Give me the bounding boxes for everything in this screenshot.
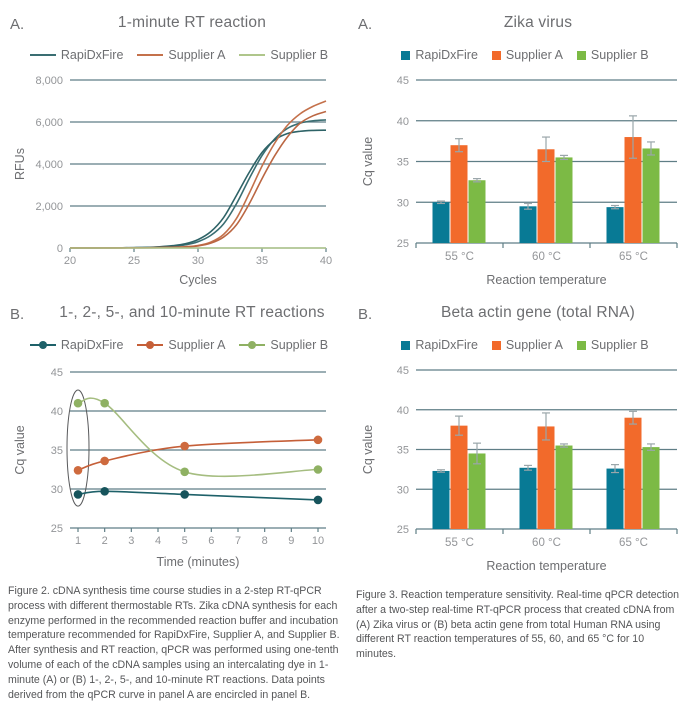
bar: [538, 149, 555, 243]
panel-a-rt-reaction: [8, 14, 350, 290]
amplification-line-chart: [8, 68, 344, 290]
data-point-marker: [74, 399, 83, 408]
legend-square-swatch: [401, 51, 410, 60]
y-tick-label: 8,000: [35, 75, 63, 87]
bar: [433, 471, 450, 529]
legend-line-dot-swatch: [30, 344, 56, 346]
y-tick-label: 45: [396, 75, 409, 87]
x-tick-label: 3: [128, 535, 135, 547]
legend-label: RapiDxFire: [60, 48, 124, 62]
y-tick-label: 4,000: [35, 159, 63, 171]
y-tick-label: 35: [396, 156, 409, 169]
y-tick-label: 45: [396, 365, 409, 377]
panel-letter: A.: [10, 16, 25, 33]
legend-label: Supplier B: [270, 48, 329, 62]
legend-item: [492, 48, 563, 62]
legend-item: [137, 48, 225, 62]
x-axis-title: Time (minutes): [156, 555, 240, 569]
panel-b-time-course: [8, 304, 350, 572]
x-axis-title: Cycles: [179, 273, 217, 287]
chart-legend: [8, 44, 350, 66]
bar: [607, 469, 624, 529]
x-axis-title: Reaction temperature: [486, 559, 607, 573]
series-line: [78, 398, 318, 476]
panel-letter: A.: [358, 16, 373, 33]
legend-item: [30, 338, 124, 352]
y-tick-label: 35: [396, 444, 409, 457]
x-tick-label: 9: [288, 535, 295, 547]
x-tick-label: 2: [101, 535, 108, 547]
bar: [520, 206, 537, 243]
legend-square-swatch: [577, 51, 586, 60]
legend-square-swatch: [492, 341, 501, 350]
legend-line-swatch: [239, 54, 265, 56]
x-tick-label: 4: [154, 535, 162, 547]
figure3-caption: Figure 3. Reaction temperature sensitivity. Real-time qPCR detection after a two-step real-time RT-qPCR process that created cDNA from (A) Zika virus or (B) beta actin gene from total Human RNA using different RT reaction temperatures of 55, 60, and 65 °C for 10 minutes.: [356, 589, 680, 661]
legend-label: Supplier A: [168, 48, 226, 62]
x-tick-label: 20: [63, 255, 77, 267]
legend-label: RapiDxFire: [60, 338, 124, 352]
legend-line-dot-swatch: [137, 344, 163, 346]
figure2-caption: Figure 2. cDNA synthesis time course studies in a 2-step RT-qPCR process with different thermostable RTs. Zika cDNA synthesis for each enzyme performed in the recommended reaction buffer and incubation temperature recommended for RapiDxFire, Supplier A, and Supplier B. After synthesis and RT reaction, qPCR was performed using one-tenth volume of each of the cDNA samples using an intercalating dye in 1-minute (A) or (B) 1-, 2-, 5-, and 10-minute RT reactions. Data points derived from the qPCR curve in panel A are encircled in panel B.: [8, 585, 340, 701]
y-tick-label: 40: [396, 115, 409, 128]
legend-square-swatch: [492, 51, 501, 60]
y-axis-title: RFUs: [13, 148, 27, 180]
legend-label: Supplier B: [590, 48, 649, 62]
chart-title: Zika virus: [503, 14, 573, 31]
data-point-marker: [314, 465, 323, 474]
y-tick-label: 25: [396, 238, 409, 250]
legend-item: [30, 48, 124, 62]
y-tick-label: 35: [50, 445, 63, 457]
legend-label: Supplier B: [590, 338, 649, 352]
x-tick-label: 40: [319, 255, 333, 267]
panel-a-zika-virus: [356, 14, 694, 290]
panel-b-beta-actin: [356, 304, 694, 576]
legend-item: [239, 338, 328, 352]
data-point-marker: [180, 442, 189, 451]
legend-label: Supplier B: [270, 338, 329, 352]
chart-title: 1-, 2-, 5-, and 10-minute RT reactions: [59, 304, 325, 321]
legend-label: RapiDxFire: [415, 338, 478, 352]
panel-header: [356, 304, 694, 330]
y-axis-title: Cq value: [361, 424, 375, 475]
legend-label: RapiDxFire: [415, 48, 478, 62]
figure2-column: [8, 6, 350, 703]
legend-square-swatch: [401, 341, 410, 350]
data-point-marker: [100, 487, 109, 496]
chart-legend: [356, 44, 694, 66]
y-tick-label: 30: [50, 484, 63, 496]
series-line: [70, 112, 326, 248]
data-point-marker: [100, 457, 109, 466]
y-axis-title: Cq value: [361, 136, 375, 187]
category-label: 60 °C: [532, 251, 561, 263]
legend-line-swatch: [137, 54, 163, 56]
category-label: 55 °C: [445, 537, 474, 549]
x-tick-label: 10: [311, 535, 325, 547]
x-tick-label: 6: [208, 535, 215, 547]
x-tick-label: 1: [74, 535, 82, 547]
legend-item: [577, 338, 649, 352]
y-tick-label: 25: [50, 523, 63, 535]
data-point-marker: [100, 399, 109, 408]
bar: [469, 453, 486, 529]
legend-label: Supplier A: [505, 48, 563, 62]
legend-line-dot-swatch: [239, 344, 265, 346]
category-label: 55 °C: [445, 251, 474, 263]
chart-title: 1-minute RT reaction: [117, 14, 267, 31]
x-tick-label: 5: [181, 535, 188, 547]
chart-title: Beta actin gene (total RNA): [440, 304, 636, 321]
legend-item: [239, 48, 328, 62]
series-line: [78, 440, 318, 470]
category-label: 60 °C: [532, 537, 561, 549]
bar: [451, 426, 468, 529]
panel-header: [8, 304, 350, 330]
data-point-marker: [314, 496, 323, 505]
category-label: 65 °C: [619, 251, 648, 263]
bar: [643, 148, 660, 243]
series-line: [78, 491, 318, 500]
data-point-marker: [314, 436, 323, 445]
legend-item: [492, 338, 563, 352]
bar: [625, 418, 642, 529]
time-course-line-chart: [8, 358, 344, 572]
legend-square-swatch: [577, 341, 586, 350]
y-tick-label: 0: [56, 243, 63, 255]
bar: [538, 426, 555, 529]
data-point-marker: [74, 490, 83, 499]
figure3-column: [356, 6, 694, 662]
y-tick-label: 30: [396, 484, 409, 497]
bar: [433, 202, 450, 243]
chart-legend: [356, 334, 694, 356]
legend-item: [401, 48, 478, 62]
panel-letter: B.: [10, 306, 25, 323]
y-axis-title: Cq value: [13, 425, 27, 475]
x-tick-label: 30: [191, 255, 205, 267]
data-point-marker: [74, 466, 83, 475]
y-tick-label: 6,000: [35, 117, 63, 129]
x-axis-title: Reaction temperature: [486, 273, 607, 287]
chart-legend: [8, 334, 350, 356]
series-line: [70, 120, 326, 248]
bar: [469, 180, 486, 243]
x-tick-label: 35: [255, 255, 269, 267]
series-line: [70, 101, 326, 248]
x-tick-label: 25: [127, 255, 141, 267]
y-tick-label: 30: [396, 197, 409, 210]
x-tick-label: 7: [234, 535, 242, 547]
data-point-marker: [180, 468, 189, 477]
category-label: 65 °C: [619, 537, 648, 549]
y-tick-label: 40: [50, 406, 63, 418]
legend-item: [577, 48, 649, 62]
panel-letter: B.: [358, 306, 373, 323]
bar: [520, 468, 537, 529]
x-tick-label: 8: [261, 535, 268, 547]
y-tick-label: 45: [50, 367, 63, 379]
y-tick-label: 2,000: [35, 201, 63, 213]
legend-label: Supplier A: [168, 338, 226, 352]
bar: [607, 207, 624, 243]
bar: [556, 446, 573, 529]
bar: [643, 447, 660, 529]
legend-label: Supplier A: [505, 338, 563, 352]
legend-item: [401, 338, 478, 352]
y-tick-label: 25: [396, 524, 409, 536]
bar: [556, 157, 573, 243]
bar: [451, 145, 468, 243]
beta-actin-bar-chart: [356, 358, 690, 576]
zika-bar-chart: [356, 68, 690, 290]
panel-header: [8, 14, 350, 40]
legend-line-swatch: [30, 54, 56, 56]
legend-item: [137, 338, 225, 352]
series-line: [70, 130, 326, 248]
panel-header: [356, 14, 694, 40]
data-point-marker: [180, 490, 189, 499]
y-tick-label: 40: [396, 404, 409, 417]
